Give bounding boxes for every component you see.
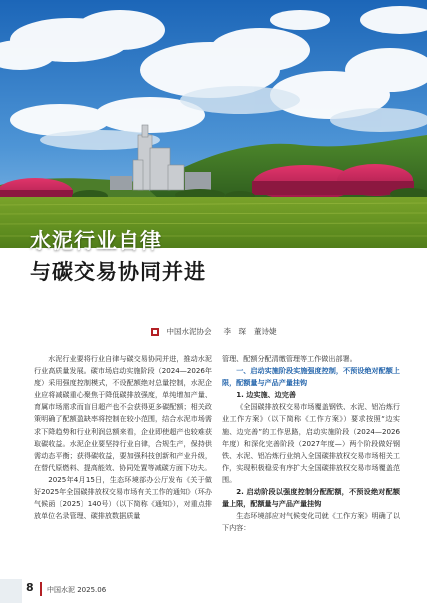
body-paragraph: 2025年4月15日，生态环境部办公厅发布《关于做好2025年全国碳排放权交易市场有关工作的通知》（环办气候函〔2025〕140号）（以下简称《通知》），对重点排放单位名录管理、碳排放数据质量 [34, 474, 212, 521]
article-title-line2: 与碳交易协同并进 [30, 260, 206, 284]
byline-author-1: 李 琛 [223, 327, 246, 336]
page-footer [0, 579, 427, 603]
byline-author-2: 董诗婕 [254, 327, 277, 336]
body-paragraph: 水泥行业要将行业自律与碳交易协同并进，推动水泥行业高质量发展。碳市场启动实施阶段（2024—2026年度）采用强度控制模式，不设配额绝对总量控制，水泥企业应将减碳重心聚焦于降低碳排放强度，单纯增加产量、育属市场需求而盲目超产也不会获得更多碳配额；相关政策明确了配额盈缺率将控制在较小范围，结合水泥市场需求下降趋势和行业利润总额来看，企业即使超产也较难获取碳收益。水泥企业要坚持行业自律，合规生产，保持供需动态平衡；获得碳收益，要加强科技创新和产业升级，在替代原燃料、提高能效、协同处置等减碳方面下功夫。 [34, 354, 212, 472]
body-paragraph: 生态环境部应对气候变化司就《工作方案》明确了以下内容： [222, 511, 400, 533]
red-square-icon [151, 328, 159, 336]
body-paragraph: 管理、配额分配清缴管理等工作做出部署。 [222, 354, 357, 363]
subsection-heading: 1. 边实施、边完善 [236, 390, 296, 400]
journal-issue: 中国水泥 2025.06 [47, 586, 107, 594]
subsection-heading: 2. 启动阶段以强度控制分配配额，不预设绝对配额量上限，配额量与产品产量挂钩 [222, 487, 400, 509]
page-number: 8 [26, 581, 34, 594]
article-title-line1: 水泥行业自律 [30, 229, 162, 253]
byline [0, 326, 427, 337]
byline-organization: 中国水泥协会 [166, 327, 212, 336]
section-heading: 一、启动实施阶段实施强度控制，不预设绝对配额上限，配额量与产品产量挂钩 [222, 366, 400, 388]
body-paragraph: 《全国碳排放权交易市场覆盖钢铁、水泥、铝冶炼行业工作方案》（以下简称《工作方案》）要求按照“边实施、边完善”的工作思路，启动实施阶段（2024—2026年度）和深化完善阶段（2027年度—）两个阶段做好钢铁、水泥、铝冶炼行业纳入全国碳排放权交易市场相关工作，实现积极稳妥有序扩大全国碳排放权交易市场覆盖范围。 [222, 402, 400, 484]
left-column [34, 353, 212, 522]
right-column [222, 353, 400, 534]
footer-divider [40, 582, 42, 596]
footer-band [0, 579, 22, 603]
